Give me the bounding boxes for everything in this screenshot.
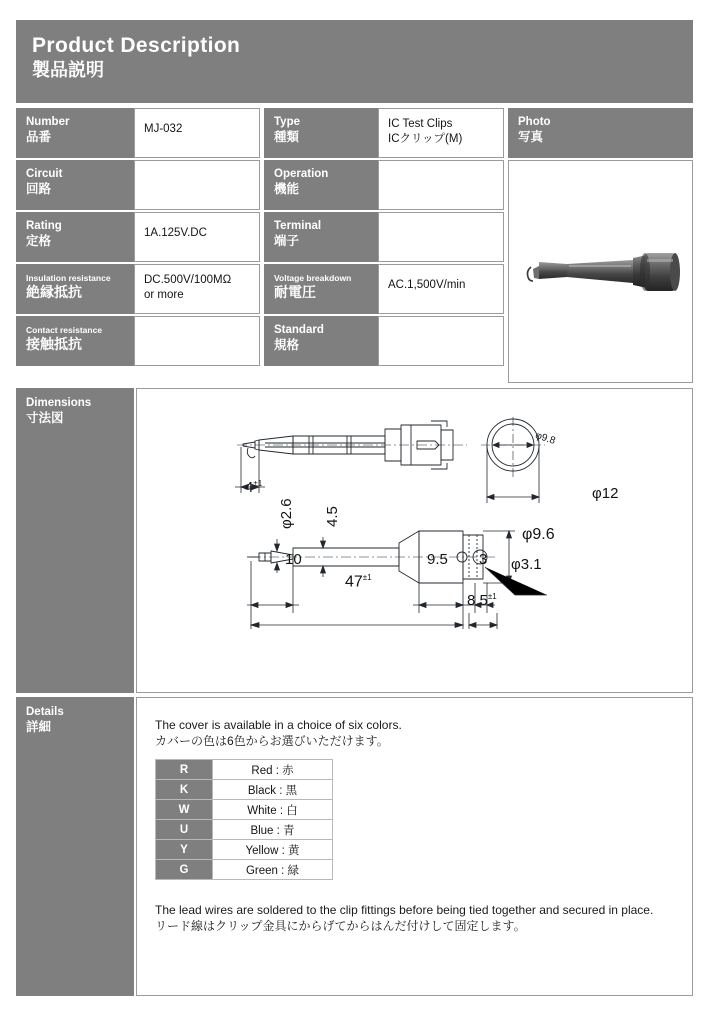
details-content bbox=[136, 697, 693, 996]
spec-label-contact-resistance-jp: 接触抵抗 bbox=[26, 336, 82, 352]
dimensions-section bbox=[16, 388, 693, 693]
details-intro-en: The cover is available in a choice of six colors. bbox=[155, 718, 402, 732]
table-row bbox=[156, 840, 333, 860]
spec-value-circuit bbox=[134, 160, 260, 210]
spec-label-rating bbox=[16, 212, 134, 262]
spec-label-rating-en: Rating bbox=[26, 220, 62, 232]
spec-label-photo-jp: 写真 bbox=[518, 130, 544, 144]
spec-label-insulation-resistance bbox=[16, 264, 134, 314]
spec-label-type bbox=[264, 108, 378, 158]
spec-label-terminal-en: Terminal bbox=[274, 220, 322, 232]
details-label-jp: 詳細 bbox=[26, 720, 52, 734]
color-name: White : 白 bbox=[213, 800, 333, 820]
color-options-body bbox=[156, 760, 333, 880]
dimension-callout-4-5: 4.5 bbox=[324, 506, 341, 527]
color-code: W bbox=[156, 800, 213, 820]
spec-value-insulation-line2: or more bbox=[144, 289, 184, 301]
spec-value-insulation-line1: DC.500V/100MΩ bbox=[144, 274, 232, 286]
page-header-banner bbox=[16, 20, 693, 103]
dimension-callout-phi2-6: φ2.6 bbox=[278, 498, 295, 529]
spec-value-standard bbox=[378, 316, 504, 366]
dimension-drawing-bottom bbox=[247, 517, 557, 632]
spec-label-circuit bbox=[16, 160, 134, 210]
color-name: Blue : 青 bbox=[213, 820, 333, 840]
spec-value-type-line2: ICクリップ(M) bbox=[388, 133, 463, 145]
spec-value-terminal bbox=[378, 212, 504, 262]
spec-label-voltage-breakdown-jp: 耐電圧 bbox=[274, 284, 316, 300]
spec-value-type-line1: IC Test Clips bbox=[388, 118, 453, 130]
spec-label-standard bbox=[264, 316, 378, 366]
color-code: G bbox=[156, 860, 213, 880]
dimension-callout-47: $47^{\pm 1}$ bbox=[345, 573, 372, 591]
spec-label-voltage-breakdown-en: Voltage breakdown bbox=[274, 273, 352, 283]
dimension-callout-phi3-1: φ3.1 bbox=[511, 556, 542, 573]
table-row bbox=[156, 760, 333, 780]
spec-label-photo-en: Photo bbox=[518, 116, 551, 128]
spec-value-insulation-resistance bbox=[134, 264, 260, 314]
product-photo-panel bbox=[508, 160, 693, 383]
details-label-en: Details bbox=[26, 706, 64, 718]
spec-label-insulation-resistance-jp: 絶縁抵抗 bbox=[26, 284, 82, 300]
spec-label-standard-jp: 規格 bbox=[274, 338, 300, 352]
spec-label-number-en: Number bbox=[26, 116, 70, 128]
dimensions-drawing-panel bbox=[136, 388, 693, 693]
spec-label-circuit-jp: 回路 bbox=[26, 182, 52, 196]
spec-label-insulation-resistance-en: Insulation resistance bbox=[26, 273, 111, 283]
details-intro-jp: カバーの色は6色からお選びいただけます。 bbox=[155, 734, 389, 748]
table-row bbox=[156, 860, 333, 880]
page-title-en: Product Description bbox=[32, 34, 241, 57]
table-row bbox=[156, 800, 333, 820]
spec-label-operation bbox=[264, 160, 378, 210]
color-code: R bbox=[156, 760, 213, 780]
dimension-callout-phi9-6: φ9.6 bbox=[522, 526, 555, 543]
page-title-jp: 製品説明 bbox=[32, 60, 104, 80]
dimension-callout-phi9-8: φ9.8 bbox=[533, 430, 557, 447]
spec-label-rating-jp: 定格 bbox=[26, 234, 52, 248]
spec-value-rating: 1A.125V.DC bbox=[134, 212, 260, 262]
details-section bbox=[16, 697, 693, 996]
color-options-table bbox=[155, 759, 333, 880]
color-name: Yellow : 黄 bbox=[213, 840, 333, 860]
product-photo-image bbox=[509, 161, 692, 382]
spec-value-contact-resistance bbox=[134, 316, 260, 366]
details-note-jp: リード線はクリップ金具にからげてからはんだ付けして固定します。 bbox=[155, 919, 526, 933]
dimensions-label bbox=[16, 388, 134, 693]
specification-table bbox=[16, 108, 693, 383]
spec-label-type-en: Type bbox=[274, 116, 300, 128]
spec-label-circuit-en: Circuit bbox=[26, 168, 63, 180]
dimension-callout-3: 3 bbox=[479, 551, 488, 568]
spec-label-operation-jp: 機能 bbox=[274, 182, 300, 196]
spec-label-contact-resistance-en: Contact resistance bbox=[26, 325, 103, 335]
spec-value-voltage-breakdown: AC.1,500V/min bbox=[378, 264, 504, 314]
color-name: Green : 緑 bbox=[213, 860, 333, 880]
spec-label-voltage-breakdown bbox=[264, 264, 378, 314]
color-code: K bbox=[156, 780, 213, 800]
dimension-callout-4: $4^{\pm 1}$ bbox=[245, 479, 263, 496]
dimensions-label-en: Dimensions bbox=[26, 397, 92, 409]
spec-label-standard-en: Standard bbox=[274, 324, 324, 336]
spec-label-contact-resistance bbox=[16, 316, 134, 366]
dimension-callout-8-5: $8.5^{\pm 1}$ bbox=[467, 592, 497, 609]
table-row bbox=[156, 820, 333, 840]
table-row bbox=[156, 780, 333, 800]
details-note bbox=[155, 902, 692, 935]
dimension-callout-9-5: 9.5 bbox=[427, 551, 448, 568]
spec-label-number bbox=[16, 108, 134, 158]
color-name: Black : 黒 bbox=[213, 780, 333, 800]
details-label bbox=[16, 697, 134, 996]
spec-label-terminal bbox=[264, 212, 378, 262]
spec-label-photo bbox=[508, 108, 693, 158]
color-code: U bbox=[156, 820, 213, 840]
dimension-callout-10: 10 bbox=[285, 551, 302, 568]
spec-label-terminal-jp: 端子 bbox=[274, 234, 300, 248]
spec-label-number-jp: 品番 bbox=[26, 130, 52, 144]
color-name: Red : 赤 bbox=[213, 760, 333, 780]
product-description-sheet bbox=[16, 20, 693, 996]
color-code: Y bbox=[156, 840, 213, 860]
spec-value-type bbox=[378, 108, 504, 158]
dimension-callout-phi12: φ12 bbox=[592, 485, 619, 502]
spec-value-operation bbox=[378, 160, 504, 210]
dimensions-label-jp: 寸法図 bbox=[26, 411, 64, 425]
spec-label-operation-en: Operation bbox=[274, 168, 329, 180]
spec-label-type-jp: 種類 bbox=[274, 130, 300, 144]
spec-value-number: MJ-032 bbox=[134, 108, 260, 158]
details-note-en: The lead wires are soldered to the clip fittings before being tied together and secured in place. bbox=[155, 903, 654, 917]
